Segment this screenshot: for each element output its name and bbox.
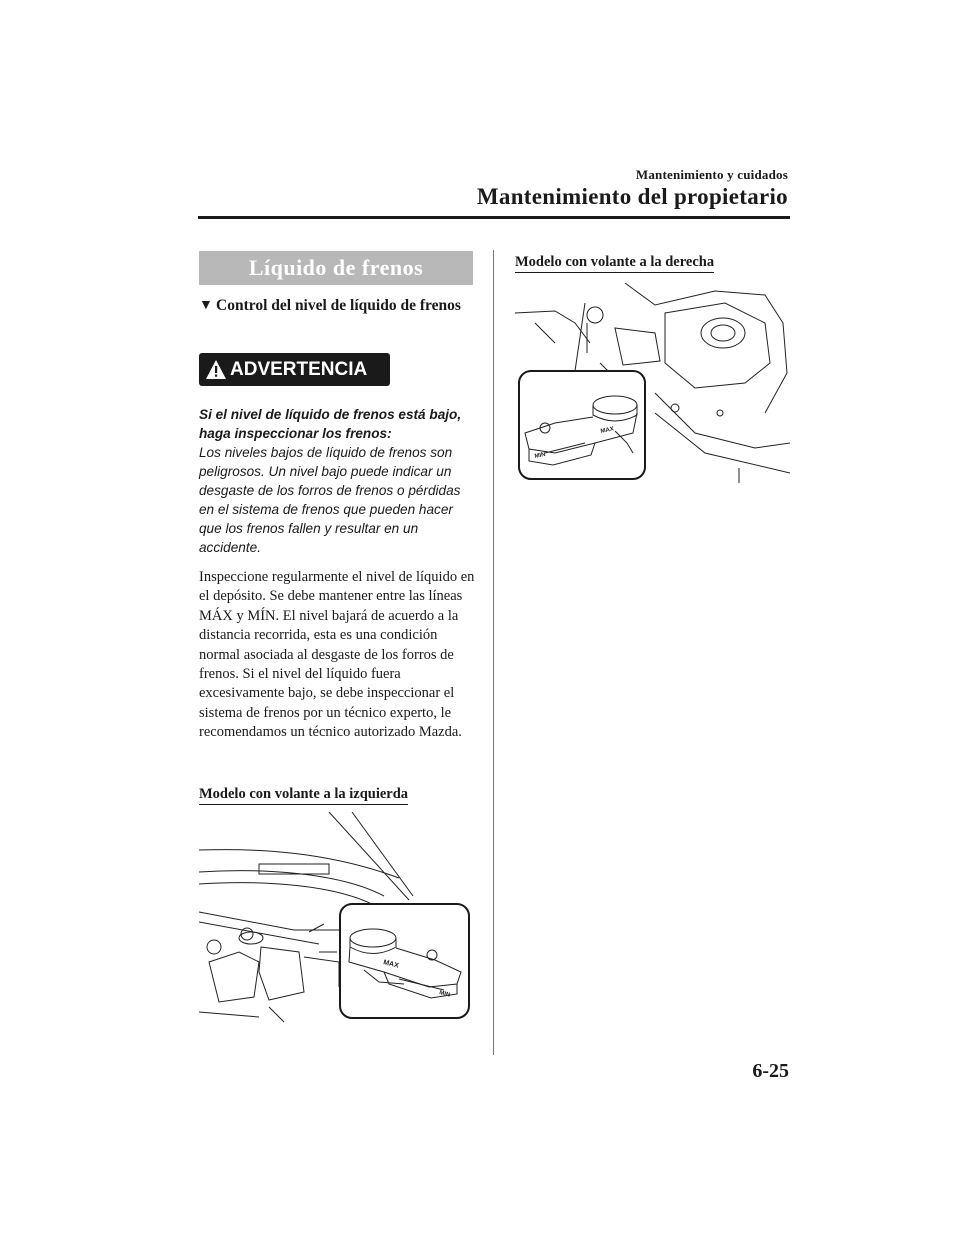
subheading <box>199 296 479 316</box>
paragraph-text: Inspeccione regularmente el nivel de líquido en el depósito. Se debe mantener entre las líneas MÁX y MÍN. El nivel bajará de acuerdo a la distancia recorrida, esta es una condición normal asociada al desgaste de los forros de frenos. Si el nivel del líquido fuera excesivamente bajo, se debe inspeccionar el sistema de frenos por un técnico experto, le recomendamos un técnico autorizado Mazda. <box>199 569 475 741</box>
warning-badge <box>199 353 390 386</box>
warning-icon <box>205 359 227 381</box>
subheading-text: Control del nivel de líquido de frenos <box>216 297 461 314</box>
caption-right: Modelo con volante a la derecha <box>515 254 714 273</box>
warning-body <box>199 405 479 557</box>
body-paragraph <box>199 568 481 743</box>
caption-left: Modelo con volante a la izquierda <box>199 786 408 805</box>
column-divider <box>493 250 494 1055</box>
warning-label: ADVERTENCIA <box>230 359 368 380</box>
header-chapter: Mantenimiento y cuidados <box>635 167 788 182</box>
page-number: 6-25 <box>752 1060 789 1082</box>
brake-reservoir-rhd-illustration <box>515 283 790 488</box>
reservoir-min-label: MIN <box>534 451 547 460</box>
reservoir-max-label: MAX <box>382 959 400 970</box>
header-rule <box>198 216 790 219</box>
section-title: Líquido de frenos <box>199 251 473 285</box>
reservoir-max-label: MAX <box>600 426 615 435</box>
brake-reservoir-lhd-illustration <box>199 812 471 1024</box>
triangle-bullet-icon: ▼ <box>199 298 213 313</box>
warning-bold-lead: Si el nivel de líquido de frenos está bajo, haga inspeccionar los frenos: <box>199 407 462 441</box>
reservoir-min-label: MIN <box>438 990 451 999</box>
warning-text: Los niveles bajos de líquido de frenos son peligrosos. Un nivel bajo puede indicar un desgaste de los forros de frenos o pérdidas en el sistema de frenos que pueden hacer que los frenos fallen y resultar en un accidente. <box>199 445 461 555</box>
header-section: Mantenimiento del propietario <box>476 184 788 209</box>
